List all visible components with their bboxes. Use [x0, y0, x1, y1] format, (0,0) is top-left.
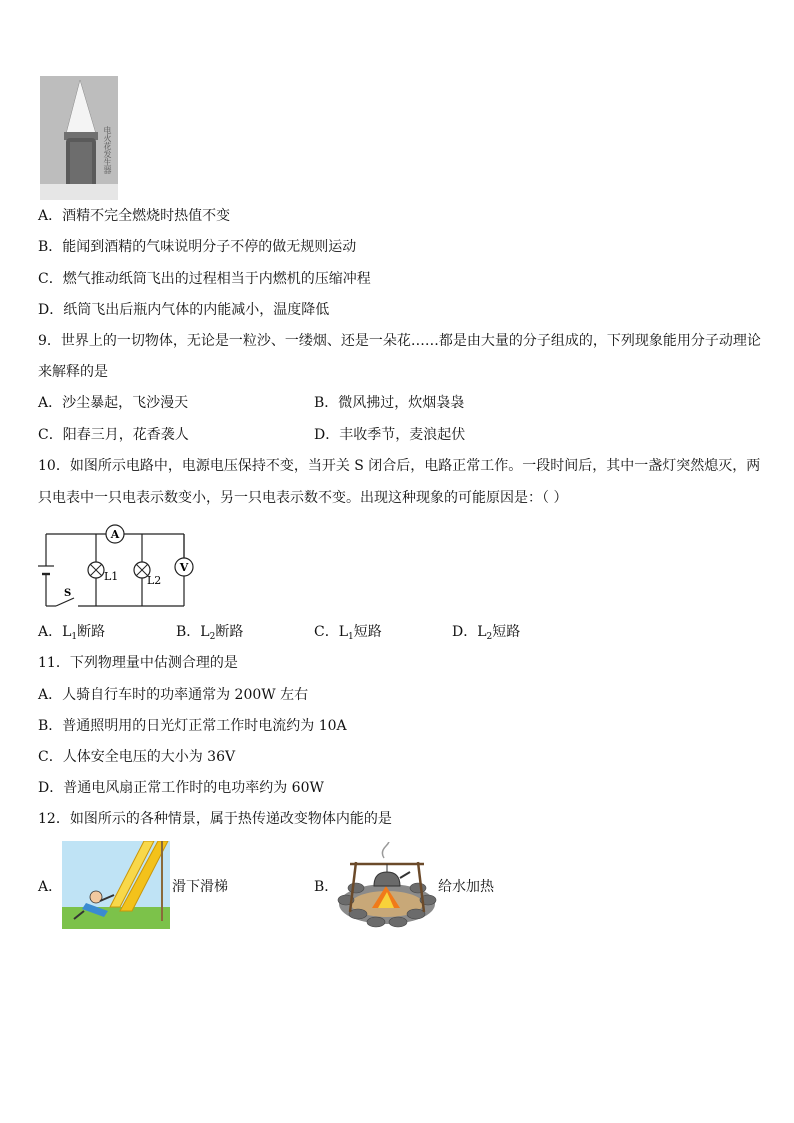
q10-option-b-prefix: B．L: [176, 624, 210, 640]
q10-option-a-suffix: 断路: [77, 624, 106, 640]
q12-option-a-letter: A．: [38, 879, 63, 895]
q11-stem: 11．下列物理量中估测合理的是: [38, 655, 238, 671]
q9-stem-line2: 来解释的是: [38, 364, 108, 380]
q10-option-a: [38, 622, 105, 647]
battery-icon: [38, 566, 54, 574]
q9-stem-line1: 9．世界上的一切物体，无论是一粒沙、一缕烟、还是一朵花……都是由大量的分子组成的，下列现象能用分子动理论: [38, 333, 761, 349]
q8-option-d: D．纸筒飞出后瓶内气体的内能减小，温度降低: [38, 302, 330, 318]
q10-option-c-suffix: 短路: [353, 624, 382, 640]
ammeter-icon: [106, 525, 124, 543]
q11-option-a: A．人骑自行车时的功率通常为 200W 左右: [38, 687, 309, 703]
q10-option-d-prefix: D．L: [452, 624, 487, 640]
spark-generator-photo: [40, 76, 118, 200]
voltmeter-icon: [175, 558, 193, 576]
ammeter-label: A: [110, 528, 120, 541]
q10-option-c-prefix: C．L: [314, 624, 349, 640]
q11-option-d: D．普通电风扇正常工作时的电功率约为 60W: [38, 780, 324, 796]
photo-caption: 电火花发生器: [103, 126, 112, 174]
q11-option-c: C．人体安全电压的大小为 36V: [38, 749, 236, 765]
campfire-kettle-picture: [336, 842, 438, 928]
q10-option-b: [176, 622, 243, 647]
q8-option-b: B．能闻到酒精的气味说明分子不停的做无规则运动: [38, 239, 357, 255]
q9-option-a: A．沙尘暴起，飞沙漫天: [38, 395, 189, 411]
q10-option-d-sub: 2: [486, 632, 493, 642]
q10-option-d-suffix: 短路: [492, 624, 521, 640]
lamp-l1-icon: [88, 562, 118, 583]
q9-option-c: C．阳春三月，花香袭人: [38, 427, 189, 443]
q10-stem-line1: 10．如图所示电路中，电源电压保持不变，当开关 S 闭合后，电路正常工作。一段时间后，其中一盏灯突然熄灭，两: [38, 458, 761, 474]
lamp-l2-label: L2: [147, 574, 162, 587]
q10-stem-line2: 只电表中一只电表示数变小，另一只电表示数不变。出现这种现象的可能原因是：（ ）: [38, 490, 568, 506]
q8-option-a: A．酒精不完全燃烧时热值不变: [38, 208, 231, 224]
q12-option-b-caption: 给水加热: [438, 879, 494, 895]
q9-option-d: D．丰收季节，麦浪起伏: [314, 427, 466, 443]
q10-option-b-suffix: 断路: [215, 624, 244, 640]
slide-picture: [62, 841, 170, 929]
switch-label: S: [64, 588, 72, 599]
q9-option-b: B．微风拂过，炊烟袅袅: [314, 395, 465, 411]
q11-option-b: B．普通照明用的日光灯正常工作时电流约为 10A: [38, 718, 347, 734]
q12-option-b-letter: B．: [314, 879, 339, 895]
q10-option-c-sub: 1: [348, 632, 354, 642]
q10-option-c: [314, 622, 382, 647]
q10-option-a-sub: 1: [71, 632, 78, 642]
lamp-l1-label: L1: [104, 570, 119, 583]
q8-option-c: C．燃气推动纸筒飞出的过程相当于内燃机的压缩冲程: [38, 271, 371, 287]
q10-option-d: [452, 622, 520, 647]
lamp-l2-icon: [134, 562, 161, 587]
q10-option-b-sub: 2: [209, 632, 216, 642]
circuit-diagram: [38, 522, 198, 612]
q12-stem: 12．如图所示的各种情景，属于热传递改变物体内能的是: [38, 811, 392, 827]
q12-option-a-caption: 滑下滑梯: [172, 879, 228, 895]
q10-option-a-prefix: A．L: [38, 624, 72, 640]
voltmeter-label: V: [179, 561, 189, 574]
